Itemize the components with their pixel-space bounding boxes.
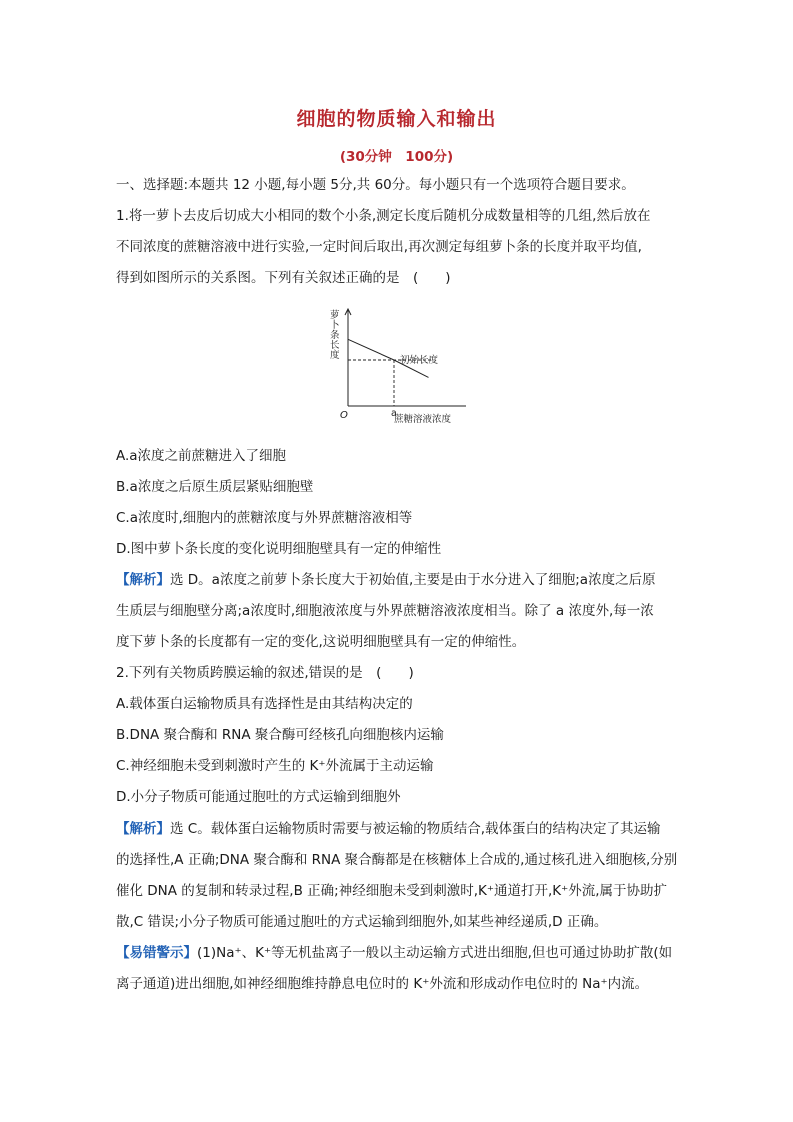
q2-analysis-line: 散,C 错误;小分子物质可能通过胞吐的方式运输到细胞外,如某些神经递质,D 正确。 <box>116 914 608 930</box>
analysis-tag: 【解析】 <box>116 572 170 588</box>
q2-option-c: C.神经细胞未受到刺激时产生的 K⁺外流属于主动运输 <box>116 758 434 774</box>
q2-option-d: D.小分子物质可能通过胞吐的方式运输到细胞外 <box>116 789 401 805</box>
q2-analysis-line: 催化 DNA 的复制和转录过程,B 正确;神经细胞未受到刺激时,K⁺通道打开,K⁺外流,属于协助扩 <box>116 883 668 899</box>
warning-text: (1)Na⁺、K⁺等无机盐离子一般以主动运输方式进出细胞,但也可通过协助扩散(如 <box>197 945 673 961</box>
analysis-text: 选 C。载体蛋白运输物质时需要与被运输的物质结合,载体蛋白的结构决定了其运输 <box>170 821 661 837</box>
q2-analysis-line: 的选择性,A 正确;DNA 聚合酶和 RNA 聚合酶都是在核糖体上合成的,通过核孔进入细胞核,分别 <box>116 852 678 868</box>
origin-label: O <box>340 410 348 421</box>
q1-option-a: A.a浓度之前蔗糖进入了细胞 <box>116 448 287 464</box>
length-vs-concentration-chart <box>326 306 470 430</box>
warning-tag: 【易错警示】 <box>116 945 197 961</box>
q2-analysis-line <box>116 819 661 839</box>
q1-option-d: D.图中萝卜条长度的变化说明细胞壁具有一定的伸缩性 <box>116 541 442 557</box>
q1-stem-line: 得到如图所示的关系图。下列有关叙述正确的是 ( ) <box>116 270 451 286</box>
q1-stem-line: 不同浓度的蔗糖溶液中进行实验,一定时间后取出,再次测定每组萝卜条的长度并取平均值, <box>116 239 642 255</box>
q1-analysis-line: 度下萝卜条的长度都有一定的变化,这说明细胞壁具有一定的伸缩性。 <box>116 634 526 650</box>
x-mark-label: a <box>391 408 397 419</box>
section-intro: 一、选择题:本题共 12 小题,每小题 5分,共 60分。每小题只有一个选项符合题目要求。 <box>116 177 635 193</box>
q2-warning-line <box>116 943 672 963</box>
q2-option-b: B.DNA 聚合酶和 RNA 聚合酶可经核孔向细胞核内运输 <box>116 727 444 743</box>
analysis-tag: 【解析】 <box>116 821 170 837</box>
q1-option-c: C.a浓度时,细胞内的蔗糖浓度与外界蔗糖溶液相等 <box>116 510 413 526</box>
q1-analysis-line <box>116 570 656 590</box>
y-axis-label: 萝卜条长度 <box>330 310 340 361</box>
reference-label: 初始长度 <box>400 355 439 366</box>
q2-option-a: A.载体蛋白运输物质具有选择性是由其结构决定的 <box>116 696 413 712</box>
q1-stem-line: 1.将一萝卜去皮后切成大小相同的数个小条,测定长度后随机分成数量相等的几组,然后放在 <box>116 208 651 224</box>
q1-analysis-line: 生质层与细胞壁分离;a浓度时,细胞液浓度与外界蔗糖溶液浓度相当。除了 a 浓度外,每一浓 <box>116 603 654 619</box>
q2-stem: 2.下列有关物质跨膜运输的叙述,错误的是 ( ) <box>116 665 414 681</box>
page-title: 细胞的物质输入和输出 <box>296 108 497 130</box>
q1-option-b: B.a浓度之后原生质层紧贴细胞壁 <box>116 479 314 495</box>
x-axis-label: 蔗糖溶液浓度 <box>394 414 452 425</box>
q2-warning-line: 离子通道)进出细胞,如神经细胞维持静息电位时的 K⁺外流和形成动作电位时的 Na⁺内流。 <box>116 976 649 992</box>
page-subtitle: (30分钟 100分) <box>339 149 454 165</box>
analysis-text: 选 D。a浓度之前萝卜条长度大于初始值,主要是由于水分进入了细胞;a浓度之后原 <box>170 572 656 588</box>
